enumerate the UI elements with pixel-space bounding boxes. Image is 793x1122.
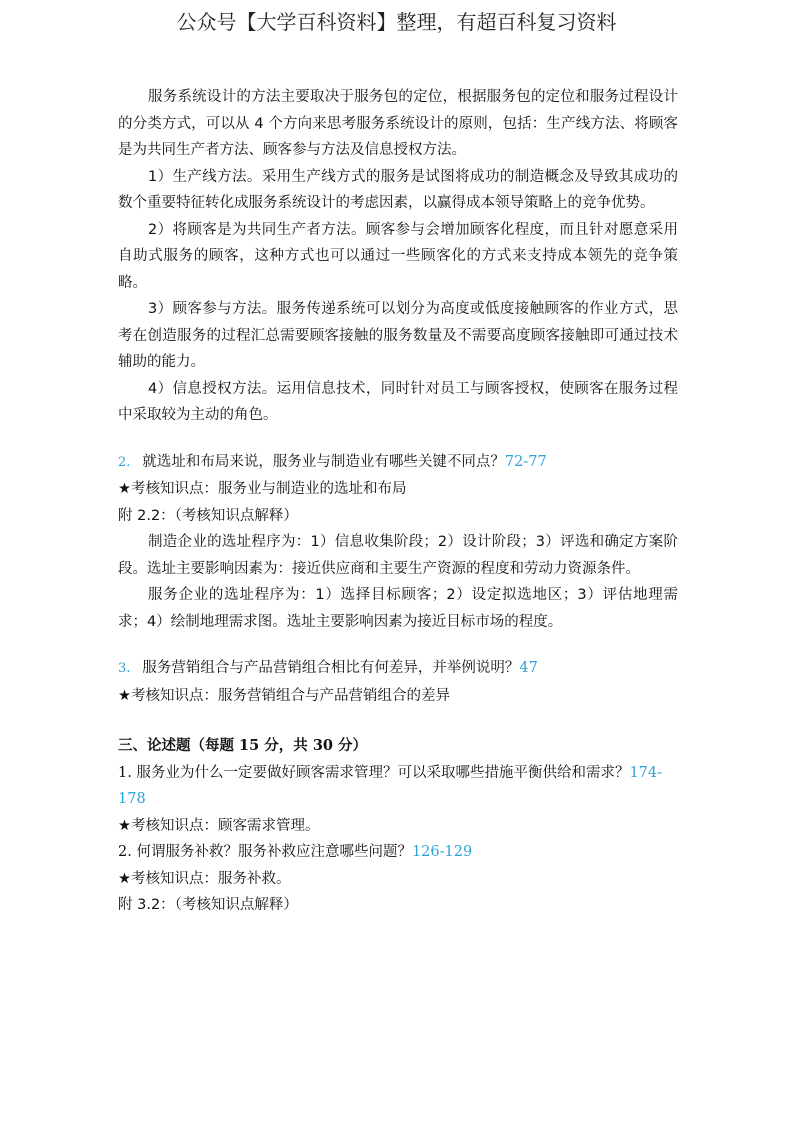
question-3-knowledge: ★考核知识点：服务营销组合与产品营销组合的差异 bbox=[118, 687, 450, 704]
question-2-appendix: 附 2.2：（考核知识点解释） bbox=[118, 507, 298, 524]
question-2-text: 就选址和布局来说，服务业与制造业有哪些关键不同点？ bbox=[142, 453, 505, 470]
question-3-text: 服务营销组合与产品营销组合相比有何差异，并举例说明？ bbox=[142, 660, 520, 676]
method-item-3: 3）顾客参与方法。服务传递系统可以划分为高度或低度接触顾客的作业方式，思考在创造服务的过程汇总需要顾客接触的服务数量及不需要高度顾客接触即可通过技术辅助的能力。 bbox=[118, 301, 678, 370]
essay-question-1-knowledge: ★考核知识点：顾客需求管理。 bbox=[118, 817, 320, 834]
document-body bbox=[118, 84, 678, 919]
page-header: 公众号【大学百科资料】整理，有超百科复习资料 bbox=[176, 10, 617, 34]
intro-paragraph: 服务系统设计的方法主要取决于服务包的定位，根据服务包的定位和服务过程设计的分类方式，可以从 4 个方向来思考服务系统设计的原则，包括：生产线方法、将顾客是为共同生产者方法、顾客参与方法及信息授权方法。 bbox=[118, 89, 678, 158]
essay-question-1 bbox=[118, 760, 678, 813]
method-item-1: 1）生产线方法。采用生产线方式的服务是试图将成功的制造概念及导致其成功的数个重要特征转化成服务系统设计的考虑因素，以赢得成本领导策略上的竞争优势。 bbox=[118, 168, 678, 211]
method-item-4: 4）信息授权方法。运用信息技术，同时针对员工与顾客授权，使顾客在服务过程中采取较为主动的角色。 bbox=[118, 380, 678, 423]
section-3-title: 三、论述题（每题 15 分，共 30 分） bbox=[118, 737, 368, 754]
question-2 bbox=[118, 449, 678, 477]
essay-question-2 bbox=[118, 839, 678, 866]
essay-question-1-pages: 174-178 bbox=[118, 764, 663, 807]
question-2-knowledge: ★考核知识点：服务业与制造业的选址和布局 bbox=[118, 481, 407, 497]
essay-question-2-text: 2. 何谓服务补救？服务补救应注意哪些问题？ bbox=[118, 844, 412, 860]
section-3-appendix: 附 3.2：（考核知识点解释） bbox=[118, 897, 298, 913]
essay-question-1-text: 1. 服务业为什么一定要做好顾客需求管理？可以采取哪些措施平衡供给和需求？ bbox=[118, 764, 630, 781]
method-item-2: 2）将顾客是为共同生产者方法。顾客参与会增加顾客化程度，而且针对愿意采用自助式服务的顾客，这种方式也可以通过一些顾客化的方式来支持成本领先的竞争策略。 bbox=[118, 221, 678, 291]
question-2-pages: 72-77 bbox=[504, 453, 547, 470]
essay-question-2-knowledge: ★考核知识点：服务补救。 bbox=[118, 870, 291, 887]
essay-question-2-pages: 126-129 bbox=[411, 844, 473, 860]
question-3 bbox=[118, 655, 678, 683]
manufacturing-site-paragraph: 制造企业的选址程序为：1）信息收集阶段；2）设计阶段；3）评选和确定方案阶段。选址主要影响因素为：接近供应商和主要生产资源的程度和劳动力资源条件。 bbox=[118, 534, 678, 577]
service-site-paragraph: 服务企业的选址程序为：1）选择目标顾客；2）设定拟选地区；3）评估地理需求；4）绘制地理需求图。选址主要影响因素为接近目标市场的程度。 bbox=[118, 587, 678, 630]
question-3-number: 3. bbox=[118, 661, 131, 676]
question-3-pages: 47 bbox=[519, 660, 538, 676]
question-2-number: 2. bbox=[118, 454, 131, 470]
